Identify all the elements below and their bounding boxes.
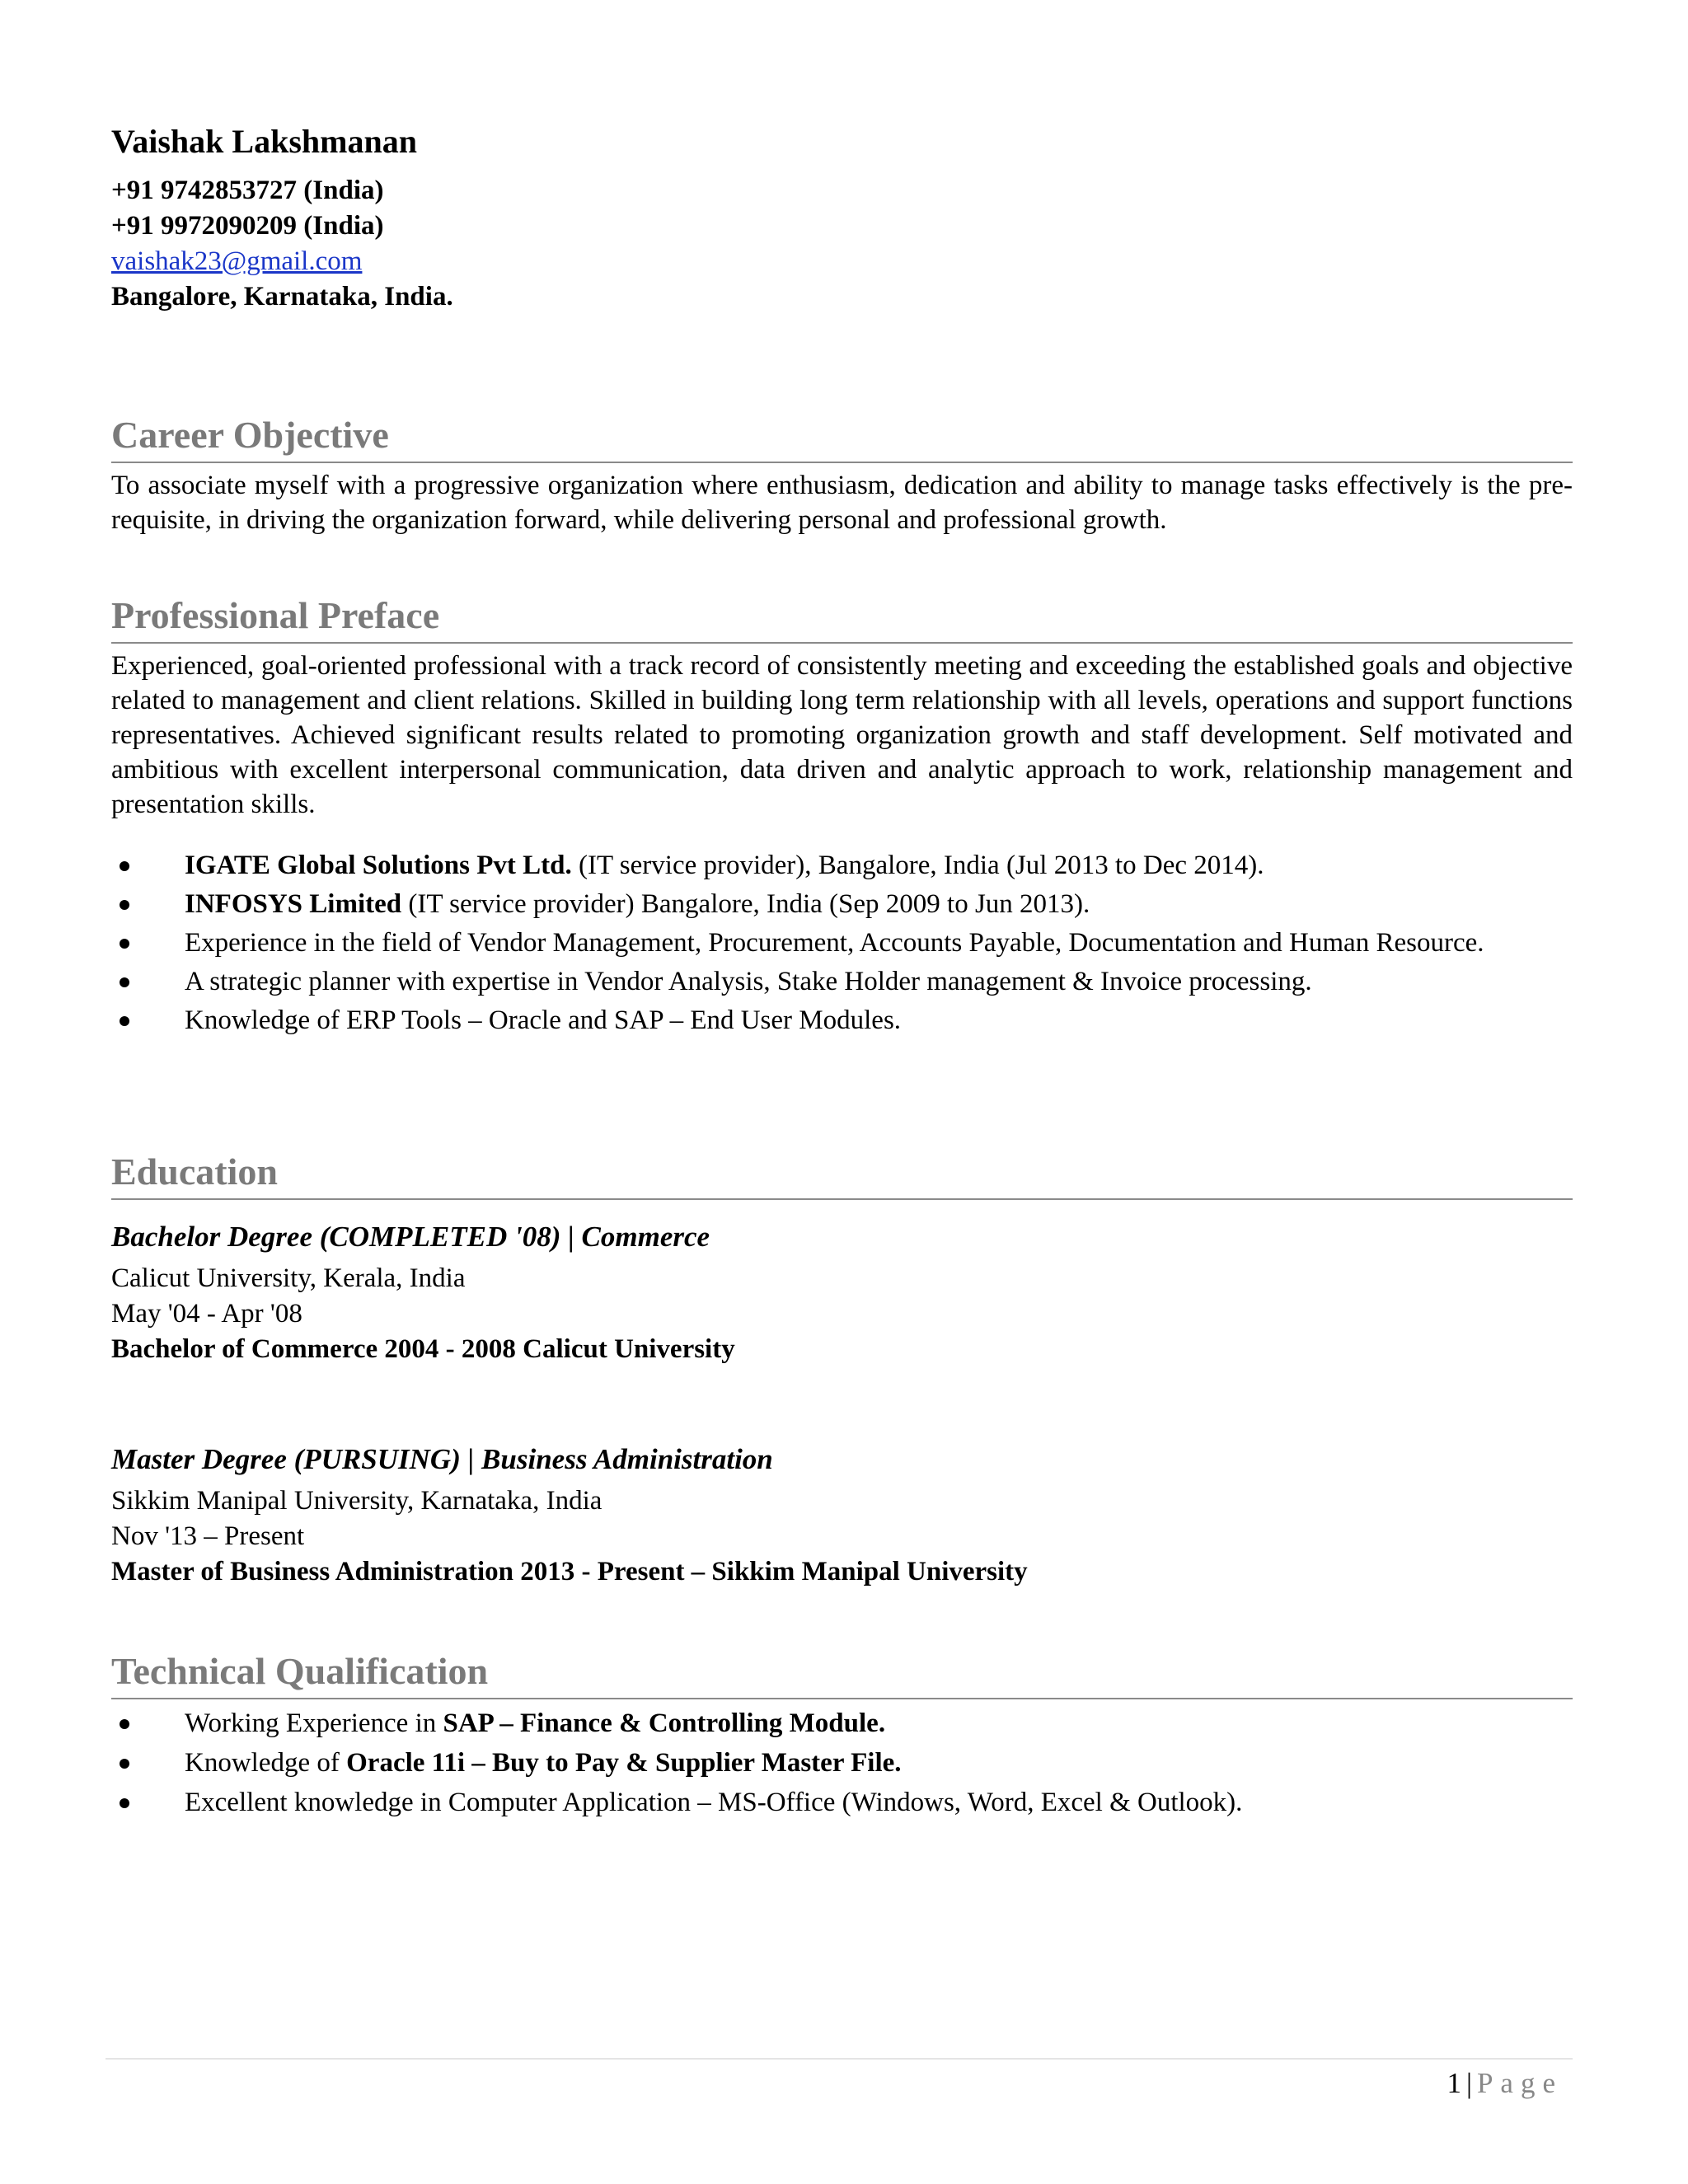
page-footer [1447, 2067, 1563, 2100]
section-title-professional-preface: Professional Preface [111, 591, 1573, 644]
list-item [111, 964, 1573, 999]
degree-dates: Nov '13 – Present [111, 1521, 305, 1551]
list-item [111, 887, 1573, 921]
career-objective-section [111, 410, 1573, 537]
bullet-bold: IGATE Global Solutions Pvt Ltd. [185, 851, 572, 880]
education-entry [111, 1218, 1573, 1367]
degree-summary: Master of Business Administration 2013 - Present – Sikkim Manipal University [111, 1557, 1028, 1586]
bullet-text: Knowledge of ERP Tools – Oracle and SAP – End User Modules. [185, 1005, 902, 1035]
degree-summary: Bachelor of Commerce 2004 - 2008 Calicut University [111, 1334, 735, 1364]
bullet-text: Working Experience in [185, 1708, 443, 1738]
bullet-bold: SAP – Finance & Controlling Module. [443, 1708, 886, 1738]
page-number: 1 [1447, 2067, 1461, 2099]
bullet-icon [120, 1798, 129, 1808]
phone-primary: +91 9742853727 (India) [111, 176, 384, 205]
bullet-icon [120, 900, 129, 910]
bullet-icon [120, 1759, 129, 1769]
bullet-icon [120, 939, 129, 949]
bullet-icon [120, 977, 129, 987]
list-item [111, 1785, 1573, 1820]
list-item [111, 1706, 1573, 1741]
footer-divider [106, 2058, 1573, 2060]
contact-block [111, 173, 453, 315]
bullet-icon [120, 1719, 129, 1729]
education-section [111, 1147, 1573, 1590]
bullet-text: (IT service provider) Bangalore, India (Sep 2009 to Jun 2013). [401, 889, 1090, 919]
list-item [111, 848, 1573, 883]
bullet-text: (IT service provider), Bangalore, India (Jul 2013 to Dec 2014). [571, 851, 1264, 880]
technical-bullet-list [111, 1706, 1573, 1820]
professional-preface-section [111, 591, 1573, 1038]
page-label: Page [1476, 2067, 1563, 2099]
list-item [111, 1003, 1573, 1038]
footer-separator: | [1465, 2067, 1472, 2099]
preface-bullet-list [111, 848, 1573, 1038]
bullet-text: Excellent knowledge in Computer Application – MS-Office (Windows, Word, Excel & Outlook). [185, 1788, 1243, 1817]
section-title-career-objective: Career Objective [111, 410, 1573, 463]
career-objective-text: To associate myself with a progressive organization where enthusiasm, dedication and ability to manage tasks effectively is the pre-requisite, in driving the organization forward, while delivering personal and professional growth. [111, 471, 1573, 535]
bullet-bold: INFOSYS Limited [185, 889, 402, 919]
bullet-icon [120, 861, 129, 871]
bullet-text: Knowledge of [185, 1748, 347, 1778]
degree-title: Bachelor Degree (COMPLETED '08) | Commerce [111, 1221, 710, 1253]
phone-secondary: +91 9972090209 (India) [111, 211, 384, 241]
location: Bangalore, Karnataka, India. [111, 282, 453, 312]
section-title-education: Education [111, 1147, 1573, 1200]
section-title-technical-qualification: Technical Qualification [111, 1647, 1573, 1699]
bullet-text: Experience in the field of Vendor Management, Procurement, Accounts Payable, Documentation and Human Resource. [185, 928, 1484, 958]
degree-title: Master Degree (PURSUING) | Business Administration [111, 1443, 773, 1475]
school-name: Calicut University, Kerala, India [111, 1263, 466, 1293]
candidate-name: Vaishak Lakshmanan [111, 123, 417, 160]
education-entry [111, 1441, 1573, 1590]
technical-qualification-section [111, 1647, 1573, 1820]
degree-dates: May '04 - Apr '08 [111, 1299, 302, 1329]
school-name: Sikkim Manipal University, Karnataka, India [111, 1486, 603, 1516]
email-link[interactable]: vaishak23@gmail.com [111, 246, 363, 276]
professional-preface-text: Experienced, goal-oriented professional with a track record of consistently meeting and exceeding the established goals and objective related to management and client relations. Skilled in building long term relationship with all levels, operations and support functions representatives. Achieved significant results related to promoting organization growth and staff development. Self motivated and ambitious with excellent interpersonal communication, data driven and analytic approach to work, relationship management and presentation skills. [111, 651, 1573, 819]
bullet-text: A strategic planner with expertise in Vendor Analysis, Stake Holder management & Invoice processing. [185, 967, 1312, 996]
bullet-icon [120, 1016, 129, 1026]
list-item [111, 1746, 1573, 1780]
bullet-bold: Oracle 11i – Buy to Pay & Supplier Master File. [346, 1748, 902, 1778]
list-item [111, 926, 1573, 960]
